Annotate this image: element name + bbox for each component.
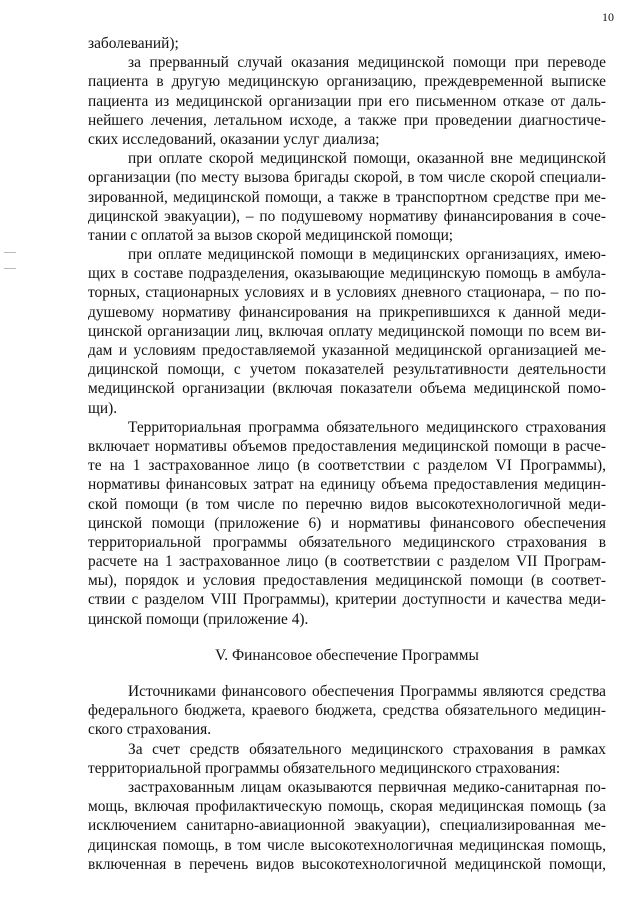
text-line: при оплате медицинской помощи в медицинских организациях, имею- [128, 246, 606, 264]
section-heading: V. Финансовое обеспечение Программы [215, 646, 479, 664]
text-line: За счет средств обязательного медицинского страхования в рамках [128, 740, 606, 758]
margin-mark [4, 252, 16, 253]
text-line: территориальной программы обязательного медицинского страхования в [88, 533, 606, 551]
text-line: душевому нормативу финансирования на прикрепившихся к данной меди- [88, 303, 606, 321]
text-line: те на 1 застрахованное лицо (в соответствии с разделом VI Программы), [88, 457, 606, 475]
text-line: тании с оплатой за вызов скорой медицинской помощи; [88, 226, 454, 244]
text-line: мы), порядок и условия предоставления медицинской помощи (в соответ- [88, 572, 606, 590]
section-spacer [88, 629, 606, 646]
text-line: расчете на 1 застрахованное лицо (в соответствии с разделом VII Програм- [88, 553, 606, 571]
text-line: пациента в другую медицинскую организацию, преждевременной выписке [88, 73, 606, 91]
text-line: дицинская помощь, в том числе высокотехнологичная медицинская помощь, [88, 836, 606, 854]
text-line: территориальной программы обязательного медицинского страхования: [88, 759, 561, 777]
text-line: за прерванный случай оказания медицинской помощи при переводе [128, 54, 606, 72]
text-line: ского страхования. [88, 721, 212, 739]
text-line: цинской помощи (приложение 4). [88, 610, 309, 628]
text-line: исключением санитарно-авиационной эвакуации), специализированная ме- [88, 817, 606, 835]
text-line: включенная в перечень видов высокотехнологичной медицинской помощи, [88, 855, 606, 873]
text-line: Территориальная программа обязательного медицинского страхования [128, 418, 606, 436]
text-line: зированной, медицинской помощи, а также в транспортном средстве при ме- [88, 188, 606, 206]
text-line: дам и условиям предоставляемой указанной медицинской организацией ме- [88, 342, 606, 359]
text-line: ской помощи (в том числе по перечню видов высокотехнологичной меди- [88, 495, 606, 513]
text-line: нормативы финансовых затрат на единицу объема предоставления медицин- [88, 476, 606, 494]
text-line: щих в составе подразделения, оказывающие медицинскую помощь в амбула- [88, 265, 606, 283]
text-line: включает нормативы объемов предоставления медицинской помощи в расче- [88, 437, 606, 455]
page-number: 10 [602, 10, 614, 24]
text-line: торных, стационарных условиях и в условиях дневного стационара, – по по- [88, 284, 606, 302]
document-body [88, 34, 606, 874]
text-line: пациента из медицинской организации при его письменном отказе от даль- [88, 92, 606, 110]
text-line: при оплате скорой медицинской помощи, оказанной вне медицинской [128, 150, 606, 168]
text-line: щи). [88, 399, 118, 417]
text-line: заболеваний); [88, 35, 179, 52]
text-line: застрахованным лицам оказываются первичная медико-санитарная по- [128, 778, 606, 796]
text-line: цинской помощи (приложение 6) и нормативы финансового обеспечения [88, 514, 606, 532]
text-line: федерального бюджета, краевого бюджета, средства обязательного медицин- [88, 702, 606, 720]
text-line: дицинской помощи, с учетом показателей результативности деятельности [88, 361, 606, 379]
section-spacer [88, 665, 606, 682]
text-line: мощь, включая профилактическую помощь, скорая медицинская помощь (за [88, 798, 606, 816]
text-line: ских исследований, оказании услуг диализа; [88, 130, 380, 148]
text-line: ствии с разделом VIII Программы), критерии доступности и качества меди- [88, 591, 606, 609]
margin-mark [4, 268, 16, 269]
text-line: дицинской эвакуации), – по подушевому нормативу финансирования в соче- [88, 207, 606, 225]
text-line: цинской организации лиц, включая оплату медицинской помощи по всем ви- [88, 322, 606, 340]
text-line: медицинской организации (включая показатели объема медицинской помо- [88, 380, 606, 398]
text-line: нейшего лечения, летальном исходе, а также при проведении диагностиче- [88, 111, 606, 129]
text-line: организации (по месту вызова бригады скорой, в том числе скорой специали- [88, 169, 606, 187]
text-line: Источниками финансового обеспечения Программы являются средства [128, 683, 606, 700]
